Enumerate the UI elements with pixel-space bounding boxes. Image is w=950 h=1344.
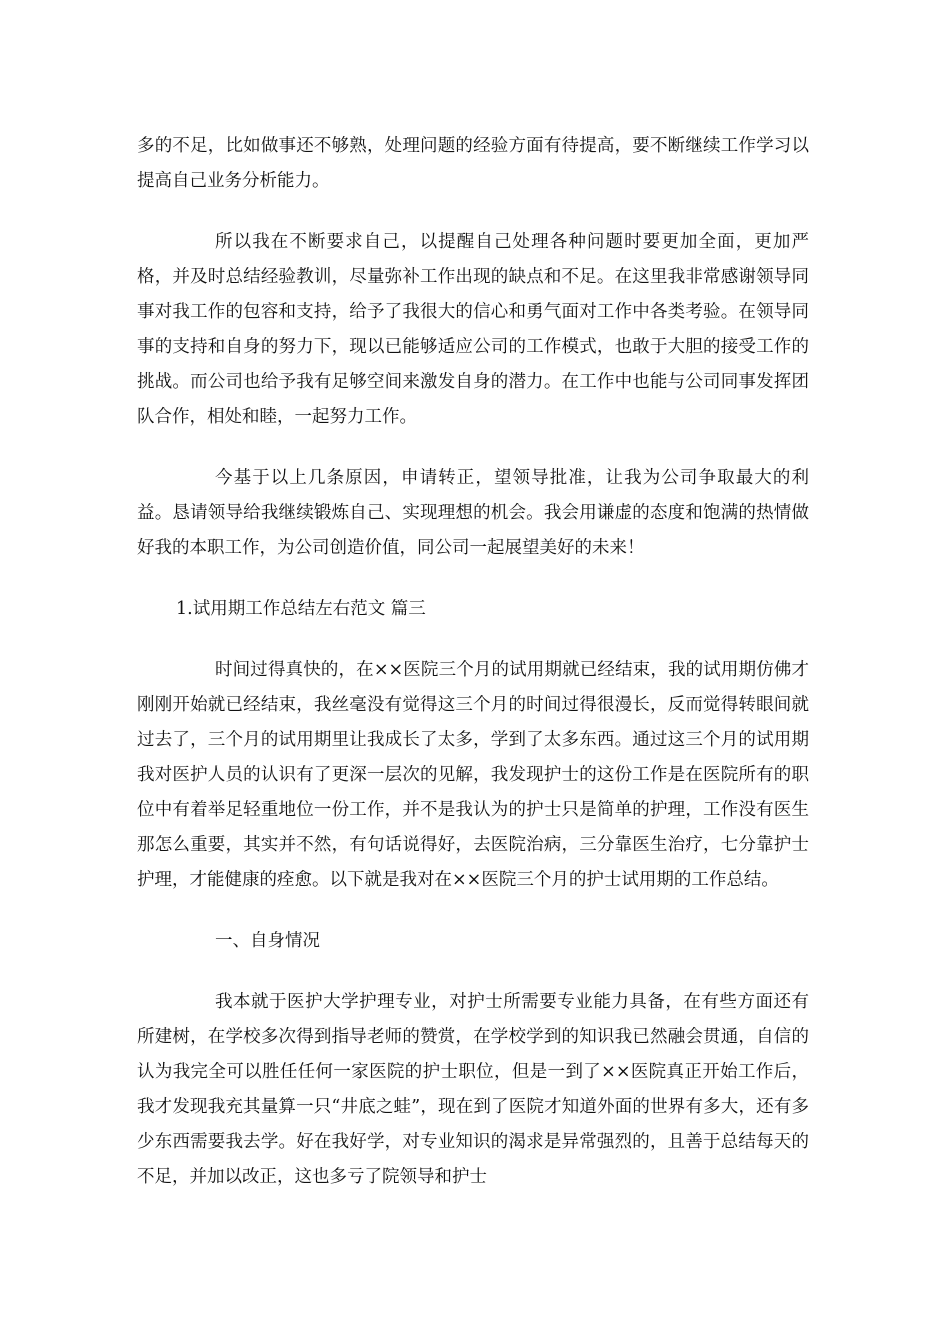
sub-heading-self: 一、自身情况 xyxy=(215,931,320,951)
paragraph-self-situation: 我本就于医护大学护理专业，对护士所需要专业能力具备，在有些方面还有所建树，在学校多次得到指导老师的赞赏，在学校学到的知识我已然融会贯通，自信的认为我完全可以胜任任何一家医院的护士职位，但是一到了××医院真正开始工作后，我才发现我充其量算一只“井底之蛙”，现在到了医院才知道外面的世界有多大，还有多少东西需要我去学。好在我好学，对专业知识的渴求是异常强烈的，且善于总结每天的不足，并加以改正，这也多亏了院领导和护士 xyxy=(137,992,809,1187)
document-body xyxy=(137,129,809,1221)
section-heading: 1.试用期工作总结左右范文 篇三 xyxy=(176,599,426,619)
paragraph-probation-intro: 时间过得真快的，在××医院三个月的试用期就已经结束，我的试用期仿佛才刚刚开始就已经结束，我丝毫没有觉得这三个月的时间过得很漫长，反而觉得转眼间就过去了，三个月的试用期里让我成长了太多，学到了太多东西。通过这三个月的试用期我对医护人员的认识有了更深一层次的见解，我发现护士的这份工作是在医院所有的职位中有着举足轻重地位一份工作，并不是我认为的护士只是简单的护理，工作没有医生那怎么重要，其实并不然，有句话说得好，去医院治病，三分靠医生治疗，七分靠护士护理，才能健康的痊愈。以下就是我对在××医院三个月的护士试用期的工作总结。 xyxy=(137,660,809,890)
paragraph-continuation: 多的不足，比如做事还不够熟，处理问题的经验方面有待提高，要不断继续工作学习以提高自己业务分析能力。 xyxy=(137,136,809,191)
paragraph-application: 今基于以上几条原因，申请转正，望领导批准，让我为公司争取最大的利益。恳请领导给我继续锻炼自己、实现理想的机会。我会用谦虚的态度和饱满的热情做好我的本职工作，为公司创造价值，同公司一起展望美好的未来！ xyxy=(137,468,809,558)
paragraph-self-requirement: 所以我在不断要求自己，以提醒自己处理各种问题时要更加全面，更加严格，并及时总结经验教训，尽量弥补工作出现的缺点和不足。在这里我非常感谢领导同事对我工作的包容和支持，给予了我很大的信心和勇气面对工作中各类考验。在领导同事的支持和自身的努力下，现以已能够适应公司的工作模式，也敢于大胆的接受工作的挑战。而公司也给予我有足够空间来激发自身的潜力。在工作中也能与公司同事发挥团队合作，相处和睦，一起努力工作。 xyxy=(137,232,809,427)
